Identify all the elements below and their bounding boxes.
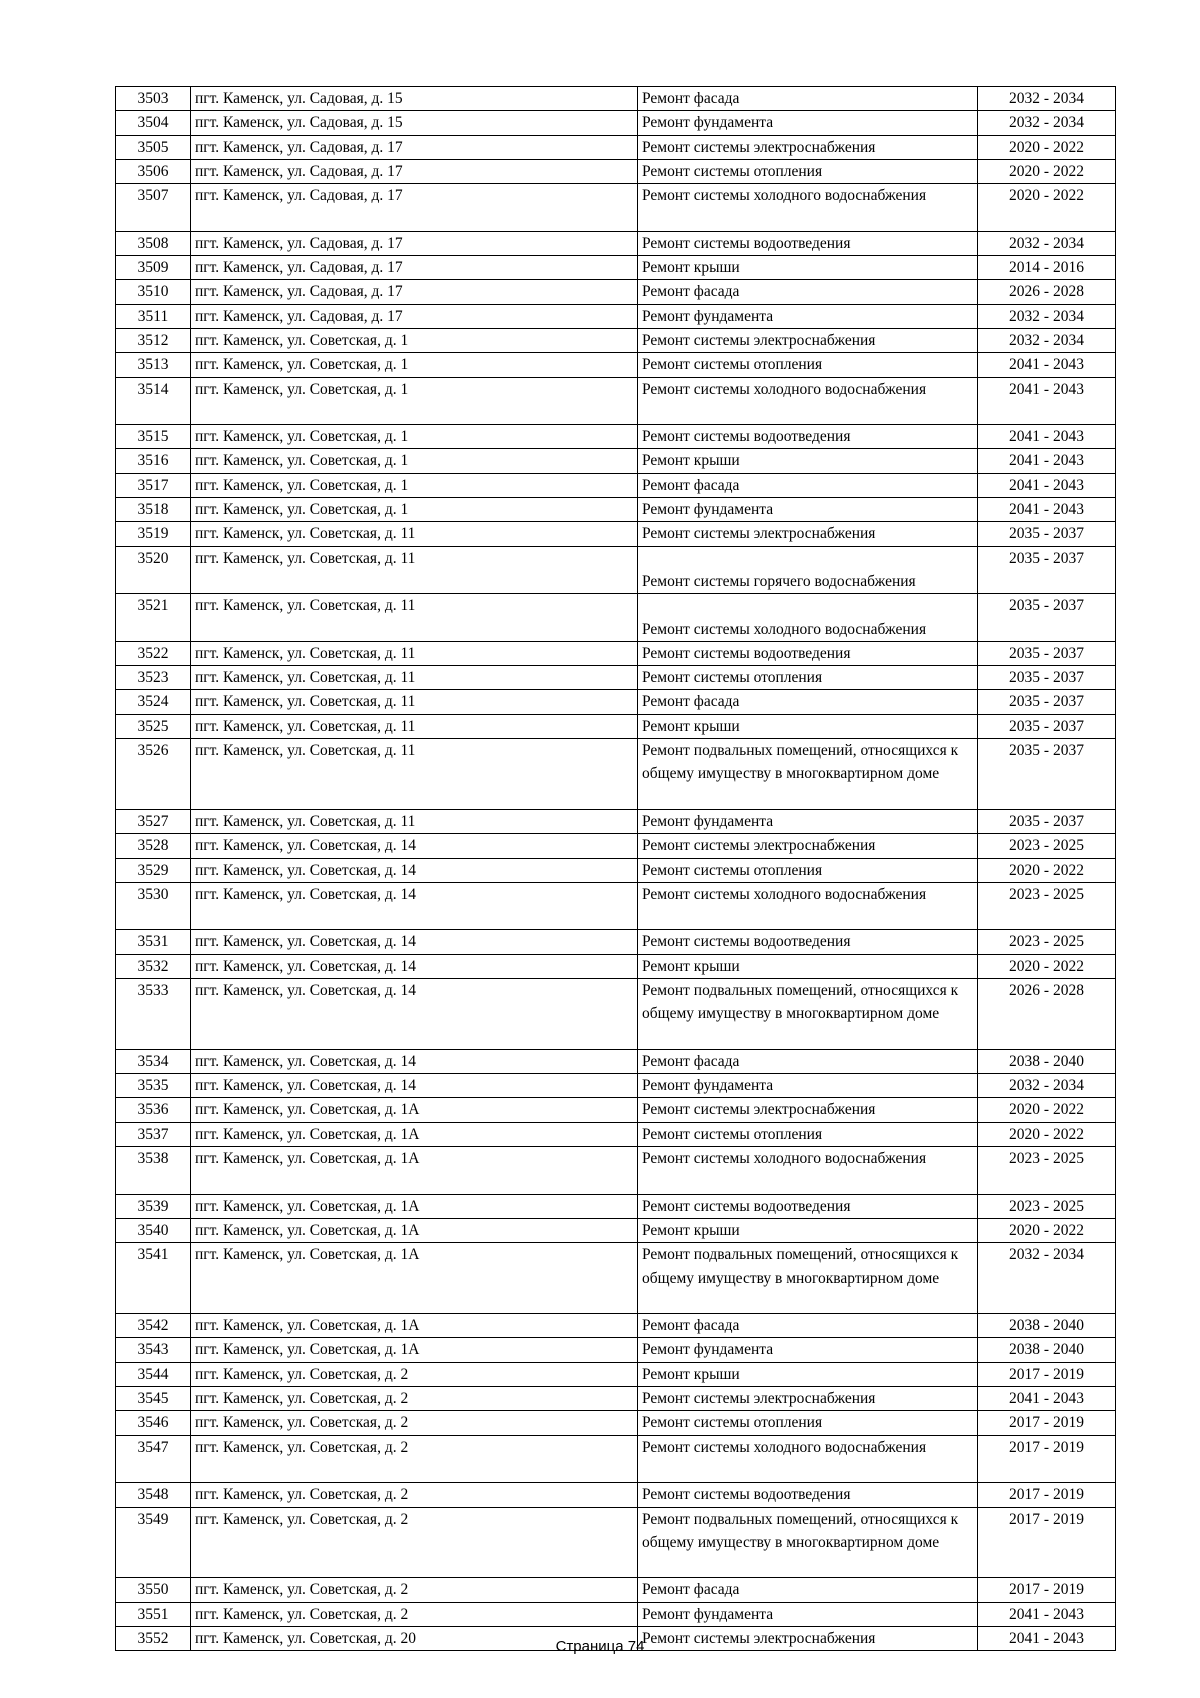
address-cell: пгт. Каменск, ул. Советская, д. 11	[191, 739, 638, 810]
work-type-cell: Ремонт фундамента	[638, 304, 978, 328]
address-cell: пгт. Каменск, ул. Советская, д. 1	[191, 353, 638, 377]
work-type-cell: Ремонт системы горячего водоснабжения	[638, 546, 978, 594]
work-type-cell: Ремонт системы отопления	[638, 1411, 978, 1435]
work-type-cell: Ремонт системы водоотведения	[638, 930, 978, 954]
work-type-cell: Ремонт системы отопления	[638, 1122, 978, 1146]
row-number-cell: 3548	[116, 1483, 191, 1507]
work-type-cell: Ремонт фундамента	[638, 498, 978, 522]
row-number-cell: 3529	[116, 858, 191, 882]
work-type-cell: Ремонт крыши	[638, 714, 978, 738]
period-cell: 2035 - 2037	[978, 714, 1116, 738]
address-cell: пгт. Каменск, ул. Советская, д. 1А	[191, 1098, 638, 1122]
work-type-cell: Ремонт системы электроснабжения	[638, 1627, 978, 1651]
row-number-cell: 3510	[116, 280, 191, 304]
period-cell: 2026 - 2028	[978, 978, 1116, 1049]
table-row	[116, 522, 1116, 546]
period-cell: 2023 - 2025	[978, 930, 1116, 954]
address-cell: пгт. Каменск, ул. Советская, д. 14	[191, 954, 638, 978]
row-number-cell: 3542	[116, 1314, 191, 1338]
row-number-cell: 3515	[116, 425, 191, 449]
address-cell: пгт. Каменск, ул. Советская, д. 2	[191, 1411, 638, 1435]
address-cell: пгт. Каменск, ул. Советская, д. 2	[191, 1507, 638, 1578]
row-number-cell: 3536	[116, 1098, 191, 1122]
period-cell: 2032 - 2034	[978, 328, 1116, 352]
work-type-cell: Ремонт системы электроснабжения	[638, 522, 978, 546]
address-cell: пгт. Каменск, ул. Советская, д. 11	[191, 522, 638, 546]
period-cell: 2035 - 2037	[978, 594, 1116, 642]
work-type-cell: Ремонт системы электроснабжения	[638, 328, 978, 352]
row-number-cell: 3544	[116, 1362, 191, 1386]
table-row	[116, 159, 1116, 183]
work-type-cell: Ремонт системы холодного водоснабжения	[638, 1147, 978, 1195]
table-row	[116, 280, 1116, 304]
address-cell: пгт. Каменск, ул. Советская, д. 11	[191, 666, 638, 690]
address-cell: пгт. Каменск, ул. Советская, д. 2	[191, 1578, 638, 1602]
address-cell: пгт. Каменск, ул. Советская, д. 2	[191, 1362, 638, 1386]
row-number-cell: 3522	[116, 641, 191, 665]
work-type-cell: Ремонт системы электроснабжения	[638, 1098, 978, 1122]
row-number-cell: 3508	[116, 231, 191, 255]
work-type-cell: Ремонт системы электроснабжения	[638, 834, 978, 858]
work-type-cell: Ремонт фасада	[638, 1314, 978, 1338]
period-cell: 2017 - 2019	[978, 1362, 1116, 1386]
address-cell: пгт. Каменск, ул. Садовая, д. 17	[191, 256, 638, 280]
table-row	[116, 304, 1116, 328]
period-cell: 2017 - 2019	[978, 1435, 1116, 1483]
work-type-cell: Ремонт фундамента	[638, 111, 978, 135]
period-cell: 2041 - 2043	[978, 425, 1116, 449]
page-number: Страница 74	[555, 1638, 645, 1655]
row-number-cell: 3538	[116, 1147, 191, 1195]
period-cell: 2032 - 2034	[978, 231, 1116, 255]
address-cell: пгт. Каменск, ул. Садовая, д. 17	[191, 159, 638, 183]
period-cell: 2041 - 2043	[978, 1627, 1116, 1651]
work-type-cell: Ремонт подвальных помещений, относящихся к общему имуществу в многоквартирном доме	[638, 1507, 978, 1578]
work-type-cell: Ремонт системы электроснабжения	[638, 1387, 978, 1411]
table-row	[116, 834, 1116, 858]
table-row	[116, 882, 1116, 930]
table-row	[116, 1507, 1116, 1578]
table-row	[116, 1387, 1116, 1411]
table-row	[116, 425, 1116, 449]
row-number-cell: 3517	[116, 473, 191, 497]
address-cell: пгт. Каменск, ул. Советская, д. 14	[191, 834, 638, 858]
table-row	[116, 87, 1116, 111]
period-cell: 2032 - 2034	[978, 304, 1116, 328]
row-number-cell: 3550	[116, 1578, 191, 1602]
table-row	[116, 1483, 1116, 1507]
row-number-cell: 3511	[116, 304, 191, 328]
address-cell: пгт. Каменск, ул. Советская, д. 1А	[191, 1338, 638, 1362]
row-number-cell: 3539	[116, 1194, 191, 1218]
row-number-cell: 3533	[116, 978, 191, 1049]
address-cell: пгт. Каменск, ул. Советская, д. 11	[191, 641, 638, 665]
work-type-cell: Ремонт подвальных помещений, относящихся к общему имуществу в многоквартирном доме	[638, 739, 978, 810]
period-cell: 2035 - 2037	[978, 522, 1116, 546]
period-cell: 2035 - 2037	[978, 546, 1116, 594]
address-cell: пгт. Каменск, ул. Советская, д. 1	[191, 377, 638, 425]
works-table-body	[116, 87, 1116, 1651]
table-row	[116, 690, 1116, 714]
period-cell: 2041 - 2043	[978, 1602, 1116, 1626]
table-row	[116, 1098, 1116, 1122]
row-number-cell: 3524	[116, 690, 191, 714]
table-row	[116, 858, 1116, 882]
row-number-cell: 3520	[116, 546, 191, 594]
address-cell: пгт. Каменск, ул. Советская, д. 1	[191, 498, 638, 522]
work-type-cell: Ремонт системы водоотведения	[638, 425, 978, 449]
row-number-cell: 3521	[116, 594, 191, 642]
work-type-cell: Ремонт системы холодного водоснабжения	[638, 1435, 978, 1483]
table-row	[116, 1243, 1116, 1314]
table-row	[116, 954, 1116, 978]
address-cell: пгт. Каменск, ул. Садовая, д. 17	[191, 184, 638, 232]
address-cell: пгт. Каменск, ул. Советская, д. 2	[191, 1483, 638, 1507]
table-row	[116, 930, 1116, 954]
table-row	[116, 1314, 1116, 1338]
address-cell: пгт. Каменск, ул. Советская, д. 11	[191, 546, 638, 594]
work-type-cell: Ремонт фундамента	[638, 809, 978, 833]
row-number-cell: 3506	[116, 159, 191, 183]
table-row	[116, 377, 1116, 425]
period-cell: 2041 - 2043	[978, 498, 1116, 522]
address-cell: пгт. Каменск, ул. Советская, д. 1А	[191, 1122, 638, 1146]
row-number-cell: 3543	[116, 1338, 191, 1362]
period-cell: 2032 - 2034	[978, 87, 1116, 111]
table-row	[116, 1362, 1116, 1386]
period-cell: 2041 - 2043	[978, 1387, 1116, 1411]
row-number-cell: 3526	[116, 739, 191, 810]
row-number-cell: 3516	[116, 449, 191, 473]
row-number-cell: 3534	[116, 1049, 191, 1073]
table-row	[116, 231, 1116, 255]
work-type-cell: Ремонт фундамента	[638, 1338, 978, 1362]
row-number-cell: 3546	[116, 1411, 191, 1435]
period-cell: 2020 - 2022	[978, 858, 1116, 882]
address-cell: пгт. Каменск, ул. Советская, д. 11	[191, 690, 638, 714]
table-row	[116, 1218, 1116, 1242]
period-cell: 2038 - 2040	[978, 1314, 1116, 1338]
work-type-cell: Ремонт фундамента	[638, 1074, 978, 1098]
period-cell: 2038 - 2040	[978, 1338, 1116, 1362]
row-number-cell: 3549	[116, 1507, 191, 1578]
period-cell: 2014 - 2016	[978, 256, 1116, 280]
address-cell: пгт. Каменск, ул. Советская, д. 11	[191, 809, 638, 833]
period-cell: 2041 - 2043	[978, 473, 1116, 497]
work-type-cell: Ремонт системы холодного водоснабжения	[638, 594, 978, 642]
period-cell: 2020 - 2022	[978, 1122, 1116, 1146]
address-cell: пгт. Каменск, ул. Садовая, д. 17	[191, 304, 638, 328]
address-cell: пгт. Каменск, ул. Советская, д. 1	[191, 449, 638, 473]
period-cell: 2035 - 2037	[978, 641, 1116, 665]
row-number-cell: 3547	[116, 1435, 191, 1483]
works-table	[115, 86, 1116, 1651]
work-type-cell: Ремонт фасада	[638, 1049, 978, 1073]
period-cell: 2041 - 2043	[978, 449, 1116, 473]
row-number-cell: 3514	[116, 377, 191, 425]
work-type-cell: Ремонт фасада	[638, 690, 978, 714]
table-row	[116, 1435, 1116, 1483]
address-cell: пгт. Каменск, ул. Советская, д. 1А	[191, 1194, 638, 1218]
row-number-cell: 3541	[116, 1243, 191, 1314]
table-row	[116, 1338, 1116, 1362]
table-row	[116, 809, 1116, 833]
table-row	[116, 1122, 1116, 1146]
address-cell: пгт. Каменск, ул. Садовая, д. 17	[191, 135, 638, 159]
period-cell: 2020 - 2022	[978, 1218, 1116, 1242]
period-cell: 2023 - 2025	[978, 882, 1116, 930]
row-number-cell: 3552	[116, 1627, 191, 1651]
row-number-cell: 3503	[116, 87, 191, 111]
row-number-cell: 3518	[116, 498, 191, 522]
row-number-cell: 3540	[116, 1218, 191, 1242]
work-type-cell: Ремонт системы отопления	[638, 159, 978, 183]
period-cell: 2035 - 2037	[978, 690, 1116, 714]
period-cell: 2020 - 2022	[978, 184, 1116, 232]
address-cell: пгт. Каменск, ул. Советская, д. 14	[191, 1074, 638, 1098]
address-cell: пгт. Каменск, ул. Советская, д. 11	[191, 714, 638, 738]
period-cell: 2035 - 2037	[978, 809, 1116, 833]
address-cell: пгт. Каменск, ул. Советская, д. 14	[191, 930, 638, 954]
address-cell: пгт. Каменск, ул. Советская, д. 1А	[191, 1218, 638, 1242]
period-cell: 2017 - 2019	[978, 1483, 1116, 1507]
period-cell: 2038 - 2040	[978, 1049, 1116, 1073]
row-number-cell: 3504	[116, 111, 191, 135]
period-cell: 2041 - 2043	[978, 377, 1116, 425]
period-cell: 2023 - 2025	[978, 1147, 1116, 1195]
work-type-cell: Ремонт фундамента	[638, 1602, 978, 1626]
address-cell: пгт. Каменск, ул. Садовая, д. 15	[191, 87, 638, 111]
row-number-cell: 3512	[116, 328, 191, 352]
work-type-cell: Ремонт системы холодного водоснабжения	[638, 882, 978, 930]
address-cell: пгт. Каменск, ул. Советская, д. 11	[191, 594, 638, 642]
period-cell: 2020 - 2022	[978, 954, 1116, 978]
work-type-cell: Ремонт системы водоотведения	[638, 231, 978, 255]
period-cell: 2026 - 2028	[978, 280, 1116, 304]
work-type-cell: Ремонт фасада	[638, 280, 978, 304]
period-cell: 2041 - 2043	[978, 353, 1116, 377]
row-number-cell: 3528	[116, 834, 191, 858]
period-cell: 2035 - 2037	[978, 739, 1116, 810]
address-cell: пгт. Каменск, ул. Советская, д. 2	[191, 1435, 638, 1483]
row-number-cell: 3545	[116, 1387, 191, 1411]
table-row	[116, 353, 1116, 377]
table-row	[116, 1578, 1116, 1602]
table-row	[116, 1147, 1116, 1195]
table-row	[116, 449, 1116, 473]
address-cell: пгт. Каменск, ул. Советская, д. 1А	[191, 1314, 638, 1338]
row-number-cell: 3551	[116, 1602, 191, 1626]
table-row	[116, 594, 1116, 642]
period-cell: 2032 - 2034	[978, 111, 1116, 135]
row-number-cell: 3509	[116, 256, 191, 280]
period-cell: 2023 - 2025	[978, 1194, 1116, 1218]
work-type-cell: Ремонт крыши	[638, 449, 978, 473]
address-cell: пгт. Каменск, ул. Советская, д. 14	[191, 858, 638, 882]
address-cell: пгт. Каменск, ул. Советская, д. 1	[191, 328, 638, 352]
period-cell: 2020 - 2022	[978, 159, 1116, 183]
period-cell: 2020 - 2022	[978, 1098, 1116, 1122]
work-type-cell: Ремонт крыши	[638, 954, 978, 978]
period-cell: 2020 - 2022	[978, 135, 1116, 159]
table-row	[116, 1194, 1116, 1218]
work-type-cell: Ремонт крыши	[638, 1218, 978, 1242]
work-type-cell: Ремонт подвальных помещений, относящихся к общему имуществу в многоквартирном доме	[638, 1243, 978, 1314]
row-number-cell: 3535	[116, 1074, 191, 1098]
row-number-cell: 3530	[116, 882, 191, 930]
table-row	[116, 328, 1116, 352]
period-cell: 2017 - 2019	[978, 1578, 1116, 1602]
row-number-cell: 3505	[116, 135, 191, 159]
table-row	[116, 1411, 1116, 1435]
period-cell: 2023 - 2025	[978, 834, 1116, 858]
work-type-cell: Ремонт крыши	[638, 256, 978, 280]
address-cell: пгт. Каменск, ул. Советская, д. 1А	[191, 1243, 638, 1314]
period-cell: 2035 - 2037	[978, 666, 1116, 690]
address-cell: пгт. Каменск, ул. Советская, д. 2	[191, 1602, 638, 1626]
row-number-cell: 3527	[116, 809, 191, 833]
row-number-cell: 3532	[116, 954, 191, 978]
work-type-cell: Ремонт системы отопления	[638, 353, 978, 377]
period-cell: 2017 - 2019	[978, 1411, 1116, 1435]
table-row	[116, 473, 1116, 497]
table-row	[116, 1074, 1116, 1098]
table-row	[116, 135, 1116, 159]
address-cell: пгт. Каменск, ул. Советская, д. 1	[191, 473, 638, 497]
row-number-cell: 3507	[116, 184, 191, 232]
table-row	[116, 978, 1116, 1049]
address-cell: пгт. Каменск, ул. Советская, д. 14	[191, 978, 638, 1049]
table-row	[116, 111, 1116, 135]
work-type-cell: Ремонт фасада	[638, 1578, 978, 1602]
work-type-cell: Ремонт системы холодного водоснабжения	[638, 184, 978, 232]
work-type-cell: Ремонт крыши	[638, 1362, 978, 1386]
address-cell: пгт. Каменск, ул. Садовая, д. 15	[191, 111, 638, 135]
address-cell: пгт. Каменск, ул. Садовая, д. 17	[191, 231, 638, 255]
table-row	[116, 666, 1116, 690]
address-cell: пгт. Каменск, ул. Советская, д. 14	[191, 1049, 638, 1073]
work-type-cell: Ремонт системы водоотведения	[638, 641, 978, 665]
work-type-cell: Ремонт системы отопления	[638, 858, 978, 882]
table-row	[116, 546, 1116, 594]
table-row	[116, 498, 1116, 522]
table-row	[116, 256, 1116, 280]
table-row	[116, 714, 1116, 738]
address-cell: пгт. Каменск, ул. Садовая, д. 17	[191, 280, 638, 304]
work-type-cell: Ремонт подвальных помещений, относящихся к общему имуществу в многоквартирном доме	[638, 978, 978, 1049]
work-type-cell: Ремонт фасада	[638, 473, 978, 497]
row-number-cell: 3523	[116, 666, 191, 690]
work-type-cell: Ремонт фасада	[638, 87, 978, 111]
row-number-cell: 3537	[116, 1122, 191, 1146]
row-number-cell: 3525	[116, 714, 191, 738]
address-cell: пгт. Каменск, ул. Советская, д. 1А	[191, 1147, 638, 1195]
period-cell: 2017 - 2019	[978, 1507, 1116, 1578]
period-cell: 2032 - 2034	[978, 1074, 1116, 1098]
table-row	[116, 641, 1116, 665]
address-cell: пгт. Каменск, ул. Советская, д. 14	[191, 882, 638, 930]
work-type-cell: Ремонт системы электроснабжения	[638, 135, 978, 159]
table-row	[116, 739, 1116, 810]
row-number-cell: 3513	[116, 353, 191, 377]
work-type-cell: Ремонт системы водоотведения	[638, 1194, 978, 1218]
address-cell: пгт. Каменск, ул. Советская, д. 20	[191, 1627, 638, 1651]
address-cell: пгт. Каменск, ул. Советская, д. 1	[191, 425, 638, 449]
work-type-cell: Ремонт системы отопления	[638, 666, 978, 690]
row-number-cell: 3519	[116, 522, 191, 546]
table-row	[116, 184, 1116, 232]
table-row	[116, 1602, 1116, 1626]
work-type-cell: Ремонт системы водоотведения	[638, 1483, 978, 1507]
work-type-cell: Ремонт системы холодного водоснабжения	[638, 377, 978, 425]
row-number-cell: 3531	[116, 930, 191, 954]
address-cell: пгт. Каменск, ул. Советская, д. 2	[191, 1387, 638, 1411]
table-row	[116, 1049, 1116, 1073]
period-cell: 2032 - 2034	[978, 1243, 1116, 1314]
